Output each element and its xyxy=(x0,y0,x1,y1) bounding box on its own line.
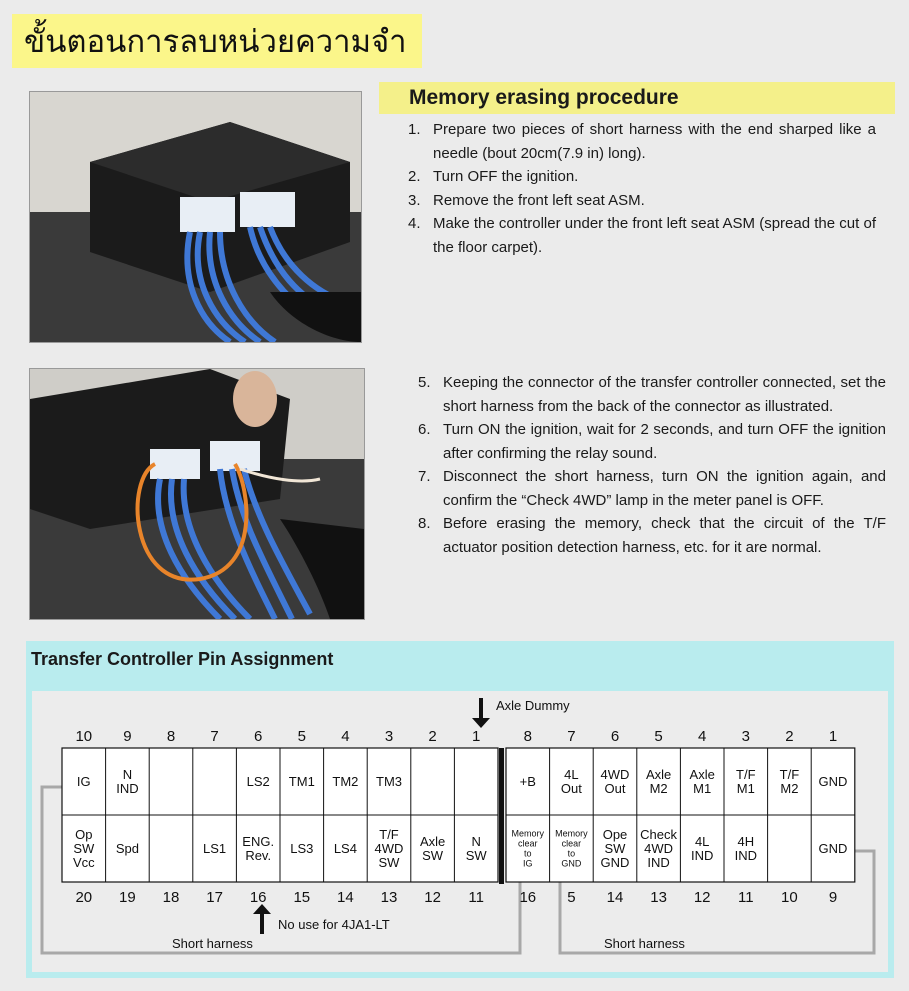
pin-number: 20 xyxy=(75,889,93,906)
pin-label: LS3 xyxy=(290,841,314,857)
pin-number: 12 xyxy=(693,889,711,906)
pin-label: T/F 4WD SW xyxy=(374,827,404,871)
pin-label: LS1 xyxy=(203,841,227,857)
step-item: 6. Turn ON the ignition, wait for 2 seconds, and turn OFF the ignition after confirming the relay sound. xyxy=(418,421,886,462)
pin-label: Spd xyxy=(115,841,139,857)
step-item: 5. Keeping the connector of the transfer controller connected, set the short harness from the back of the connector as illustrated. xyxy=(418,374,886,415)
pin-number: 4 xyxy=(341,728,350,745)
pin-number: 15 xyxy=(293,889,311,906)
step-item: 4. Make the controller under the front left seat ASM (spread the cut of the floor carpet). xyxy=(408,215,876,256)
pin-diagram-area xyxy=(32,691,888,972)
pin-number: 7 xyxy=(210,728,219,745)
pin-number: 3 xyxy=(741,728,750,745)
pin-number: 14 xyxy=(337,889,354,906)
pin-number: 7 xyxy=(567,728,576,745)
pin-number: 9 xyxy=(123,728,132,745)
section-title: Memory erasing procedure xyxy=(379,82,895,114)
pin-number: 12 xyxy=(424,889,441,906)
steps-top-list xyxy=(408,118,876,259)
pin-number: 18 xyxy=(162,889,180,906)
pin-number: 10 xyxy=(75,728,93,745)
controller-photo-bottom xyxy=(29,368,365,620)
pin-label: N SW xyxy=(465,834,487,864)
pin-label: Axle M1 xyxy=(689,767,715,797)
connector-left xyxy=(62,728,498,906)
down-arrow-icon xyxy=(472,698,490,728)
pin-assignment-title: Transfer Controller Pin Assignment xyxy=(31,649,334,669)
short-harness-label-right: Short harness xyxy=(604,936,685,951)
step-item: 1. Prepare two pieces of short harness with the end sharped like a needle (bout 20cm(7.9 in) long). xyxy=(408,121,876,162)
pin-label: Memory clear to GND xyxy=(555,828,588,869)
steps-bottom-list xyxy=(418,371,886,559)
pin-number: 6 xyxy=(254,728,263,745)
pin-label: ENG. Rev. xyxy=(242,834,275,864)
pin-number: 2 xyxy=(428,728,437,745)
pin-number: 5 xyxy=(654,728,663,745)
pin-label: Memory clear to IG xyxy=(511,828,545,869)
pin-label: TM2 xyxy=(332,774,359,790)
pin-number: 1 xyxy=(472,728,481,745)
pin-label: Check 4WD IND xyxy=(640,827,678,871)
pin-label: T/F M2 xyxy=(779,767,800,797)
pin-number: 4 xyxy=(698,728,707,745)
thai-page-title: ขั้นตอนการลบหน่วยความจำ xyxy=(12,14,422,68)
pin-number: 1 xyxy=(828,728,838,745)
pin-label: 4WD Out xyxy=(600,767,630,797)
pin-label: 4L IND xyxy=(691,834,714,864)
pin-label: Axle SW xyxy=(419,834,446,864)
pin-number: 13 xyxy=(650,889,667,906)
pin-number: 3 xyxy=(384,728,394,745)
connector-divider xyxy=(499,748,504,884)
pin-label: IG xyxy=(76,774,91,790)
pin-number: 5 xyxy=(297,728,306,745)
pin-number: 10 xyxy=(781,889,798,906)
pin-number: 16 xyxy=(519,889,537,906)
pin-label: T/F M1 xyxy=(736,767,756,797)
pin-label: 4H IND xyxy=(734,834,757,864)
pin-label: +B xyxy=(519,774,536,790)
pin-number: 8 xyxy=(523,728,532,745)
pin-label: Axle M2 xyxy=(645,767,672,797)
step-item: 2. Turn OFF the ignition. xyxy=(408,168,579,185)
axle-dummy-label: Axle Dummy xyxy=(496,698,570,713)
pin-label: LS2 xyxy=(246,774,270,790)
controller-photo-top xyxy=(29,91,362,343)
no-use-label: No use for 4JA1-LT xyxy=(278,917,390,932)
pin-label: Op SW Vcc xyxy=(72,827,95,871)
pin-label: 4L Out xyxy=(560,767,582,797)
pin-label: Ope SW GND xyxy=(600,827,630,871)
pin-number: 13 xyxy=(380,889,398,906)
pin-number: 11 xyxy=(468,889,484,906)
pin-number: 6 xyxy=(610,728,620,745)
pin-number: 5 xyxy=(567,889,576,906)
pin-number: 19 xyxy=(119,889,136,906)
pin-assignment-panel xyxy=(26,641,894,978)
step-item: 7. Disconnect the short harness, turn ON the ignition again, and confirm the “Check 4WD” lamp in the meter panel is OFF. xyxy=(418,468,886,509)
pin-label: GND xyxy=(818,841,848,857)
pin-label: TM1 xyxy=(288,774,315,790)
pin-number: 14 xyxy=(606,889,624,906)
connector-right xyxy=(506,728,855,906)
short-harness-label-left: Short harness xyxy=(172,936,253,951)
pin-label: GND xyxy=(818,774,848,790)
up-arrow-icon xyxy=(253,904,271,934)
pin-number: 11 xyxy=(738,889,754,906)
pin-number: 17 xyxy=(206,889,223,906)
pin-number: 9 xyxy=(828,889,838,906)
pin-label: N IND xyxy=(116,767,139,797)
pin-connector-diagram xyxy=(32,691,888,972)
pin-number: 8 xyxy=(166,728,176,745)
pin-label: LS4 xyxy=(333,841,357,857)
pin-number: 2 xyxy=(785,728,794,745)
step-item: 8. Before erasing the memory, check that the circuit of the T/F actuator position detection harness, etc. for it are normal. xyxy=(418,515,886,556)
pin-label: TM3 xyxy=(376,774,402,790)
pin-number: 16 xyxy=(249,889,267,906)
step-item: 3. Remove the front left seat ASM. xyxy=(408,191,645,209)
